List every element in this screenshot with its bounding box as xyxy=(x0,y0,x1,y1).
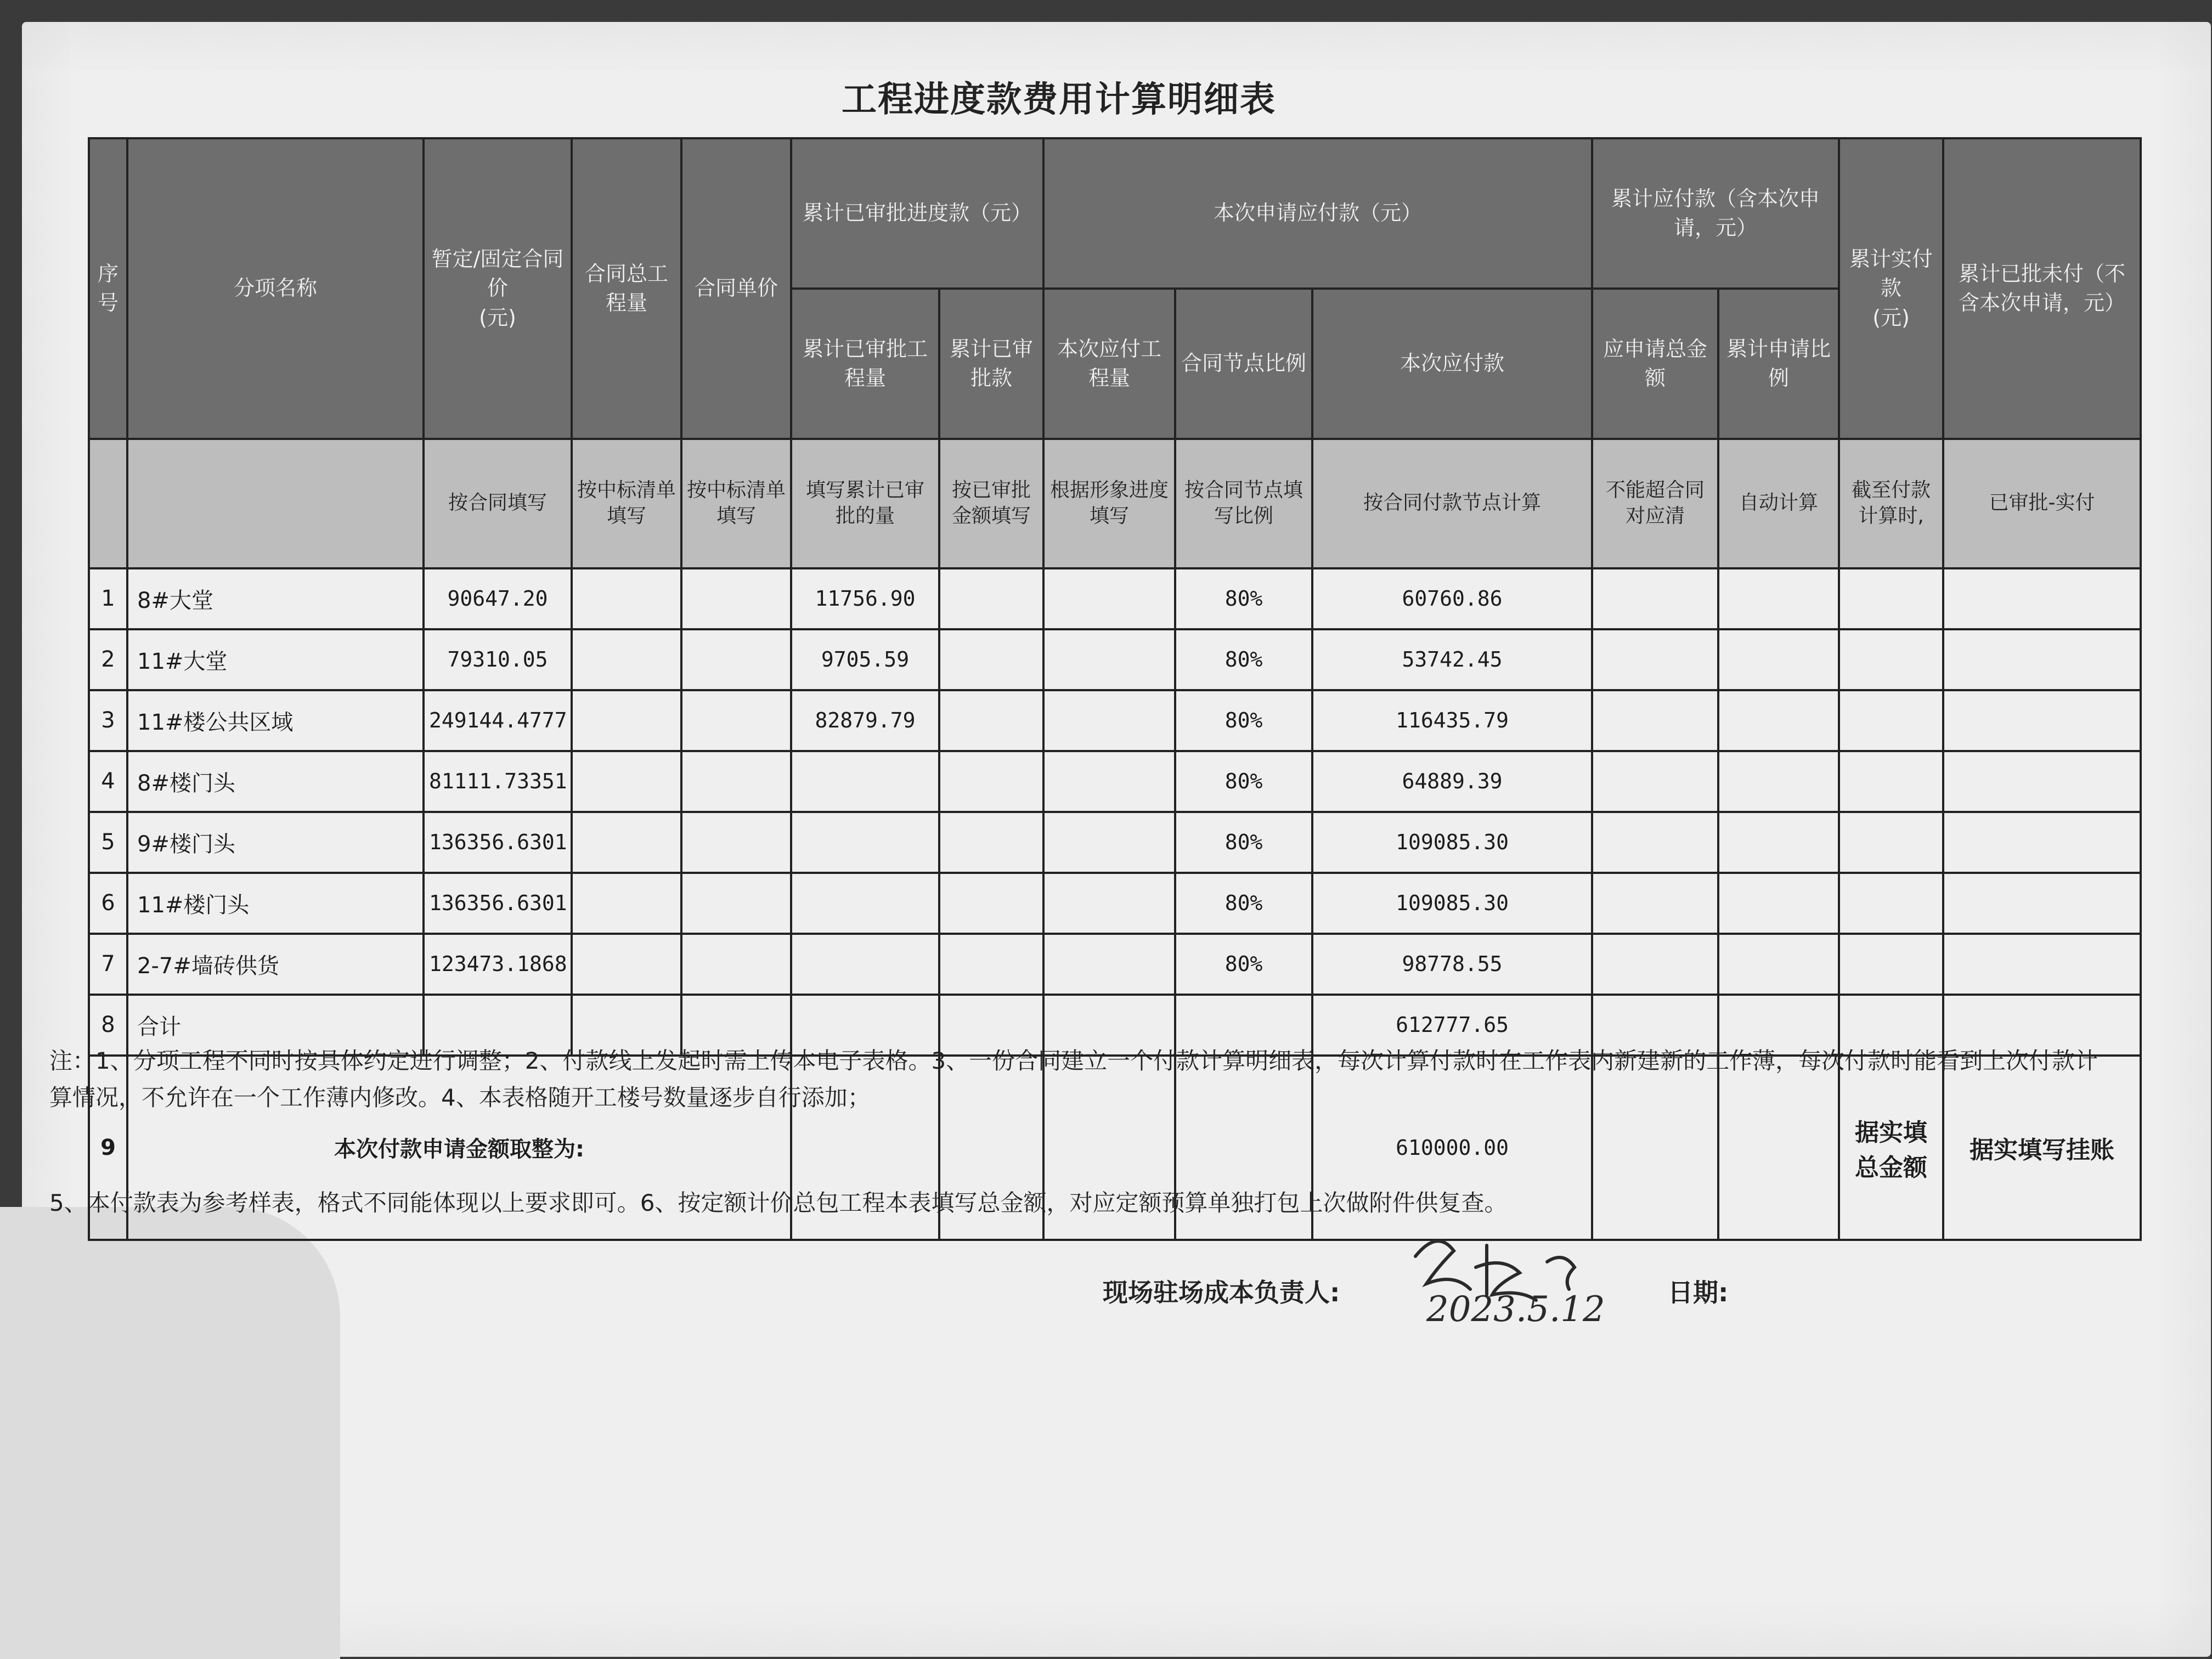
row-contract-price: 136356.6301 xyxy=(424,812,572,873)
row-item-name: 11#大堂 xyxy=(127,629,424,690)
row-node-ratio: 80% xyxy=(1175,812,1312,873)
page-title: 工程进度款费用计算明细表 xyxy=(842,80,1276,120)
row-cum-unpaid xyxy=(1943,873,2141,934)
header-cum-paid: 累计实付款 (元) xyxy=(1839,138,1943,439)
row-apply-total xyxy=(1592,873,1718,934)
row-unit-price xyxy=(681,629,791,690)
date-label: 日期: xyxy=(1668,1278,1729,1307)
row-current-amount: 60760.86 xyxy=(1312,568,1592,629)
row-current-qty xyxy=(1043,568,1175,629)
row-contract-price: 81111.73351 xyxy=(424,751,572,812)
row-cum-approved-qty xyxy=(791,934,939,995)
header-total-quantity: 合同总工程量 xyxy=(572,138,681,439)
row-apply-total xyxy=(1592,690,1718,751)
sub-node-ratio: 按合同节点填写比例 xyxy=(1175,439,1312,568)
row-apply-ratio xyxy=(1718,568,1839,629)
row-apply-total xyxy=(1592,568,1718,629)
signer-label: 现场驻场成本负责人: xyxy=(1103,1278,1340,1307)
row-unit-price xyxy=(681,812,791,873)
final-cum-paid-note: 据实填总金额 xyxy=(1839,1056,1943,1240)
header-contract-price: 暂定/固定合同价 (元) xyxy=(424,138,572,439)
row-contract-price: 249144.4777 xyxy=(424,690,572,751)
row-item-name: 8#楼门头 xyxy=(127,751,424,812)
row-cum-paid xyxy=(1839,873,1943,934)
handwritten-date: 2023.5.12 xyxy=(1426,1289,1605,1330)
row-index: 1 xyxy=(89,568,127,629)
notes-paragraph-2: 5、本付款表为参考样表，格式不同能体现以上要求即可。6、按定额计价总包工程本表填写总金额，对应定额预算单独打包上次做附件供复查。 xyxy=(49,1189,1508,1216)
row-current-qty xyxy=(1043,690,1175,751)
row-cum-paid xyxy=(1839,751,1943,812)
row-contract-price: 79310.05 xyxy=(424,629,572,690)
notes-paragraph: 注：1、分项工程不同时按具体约定进行调整；2、付款线上发起时需上传本电子表格。3、一份合同建立一个付款计算明细表，每次计算付款时在工作表内新建新的工作薄，每次付款时能看到上次付款计算情况，不允许在一个工作薄内修改。4、本表格随开工楼号数量逐步自行添加； xyxy=(49,1047,2098,1111)
table-row xyxy=(89,629,2141,690)
row-total-quantity xyxy=(572,629,681,690)
row-cum-approved-qty: 11756.90 xyxy=(791,568,939,629)
row-apply-ratio xyxy=(1718,873,1839,934)
header-unit-price: 合同单价 xyxy=(681,138,791,439)
row-current-amount: 53742.45 xyxy=(1312,629,1592,690)
row-item-name: 11#楼门头 xyxy=(127,873,424,934)
row-item-name: 9#楼门头 xyxy=(127,812,424,873)
sub-unit-price: 按中标清单填写 xyxy=(681,439,791,568)
row-node-ratio: 80% xyxy=(1175,873,1312,934)
row-index: 6 xyxy=(89,873,127,934)
row-current-amount: 98778.55 xyxy=(1312,934,1592,995)
row-index: 2 xyxy=(89,629,127,690)
total-index: 8 xyxy=(89,995,127,1056)
sub-cum-paid: 截至付款计算时, xyxy=(1839,439,1943,568)
header-cum-approved-amt: 累计已审批款 xyxy=(939,289,1043,439)
row-apply-ratio xyxy=(1718,629,1839,690)
row-cum-approved-qty: 82879.79 xyxy=(791,690,939,751)
row-current-qty xyxy=(1043,934,1175,995)
row-current-qty xyxy=(1043,751,1175,812)
row-apply-total xyxy=(1592,812,1718,873)
row-node-ratio: 80% xyxy=(1175,751,1312,812)
row-cum-approved-qty xyxy=(791,873,939,934)
row-cum-unpaid xyxy=(1943,751,2141,812)
row-current-qty xyxy=(1043,873,1175,934)
row-index: 4 xyxy=(89,751,127,812)
row-contract-price: 136356.6301 xyxy=(424,873,572,934)
row-total-quantity xyxy=(572,568,681,629)
final-index: 9 xyxy=(89,1056,127,1240)
row-apply-total xyxy=(1592,629,1718,690)
sub-total-quantity: 按中标清单填写 xyxy=(572,439,681,568)
row-apply-ratio xyxy=(1718,751,1839,812)
header-current-group: 本次申请应付款（元） xyxy=(1043,138,1592,289)
row-total-quantity xyxy=(572,812,681,873)
row-item-name: 11#楼公共区域 xyxy=(127,690,424,751)
row-cum-unpaid xyxy=(1943,629,2141,690)
row-cum-approved-amt xyxy=(939,873,1043,934)
sub-apply-ratio: 自动计算 xyxy=(1718,439,1839,568)
header-current-amount: 本次应付款 xyxy=(1312,289,1592,439)
row-unit-price xyxy=(681,873,791,934)
row-apply-ratio xyxy=(1718,690,1839,751)
row-total-quantity xyxy=(572,751,681,812)
row-current-qty xyxy=(1043,812,1175,873)
sub-cum-approved-qty: 填写累计已审批的量 xyxy=(791,439,939,568)
row-total-quantity xyxy=(572,873,681,934)
row-current-amount: 109085.30 xyxy=(1312,812,1592,873)
total-amount: 612777.65 xyxy=(1312,995,1592,1056)
header-apply-total: 应申请总金额 xyxy=(1592,289,1718,439)
final-cum-unpaid-note: 据实填写挂账 xyxy=(1943,1056,2141,1240)
row-cum-unpaid xyxy=(1943,812,2141,873)
row-cum-approved-amt xyxy=(939,812,1043,873)
row-cum-unpaid xyxy=(1943,568,2141,629)
row-contract-price: 90647.20 xyxy=(424,568,572,629)
row-cum-unpaid xyxy=(1943,690,2141,751)
instruction-row xyxy=(89,439,2141,568)
table-row xyxy=(89,873,2141,934)
row-unit-price xyxy=(681,751,791,812)
row-apply-total xyxy=(1592,751,1718,812)
row-unit-price xyxy=(681,568,791,629)
table-row xyxy=(89,812,2141,873)
sub-cum-approved-amt: 按已审批金额填写 xyxy=(939,439,1043,568)
row-current-amount: 109085.30 xyxy=(1312,873,1592,934)
row-cum-unpaid xyxy=(1943,934,2141,995)
row-apply-ratio xyxy=(1718,812,1839,873)
row-node-ratio: 80% xyxy=(1175,568,1312,629)
row-cum-approved-amt xyxy=(939,629,1043,690)
row-cum-approved-qty xyxy=(791,751,939,812)
row-index: 3 xyxy=(89,690,127,751)
row-node-ratio: 80% xyxy=(1175,629,1312,690)
row-cum-paid xyxy=(1839,690,1943,751)
sub-current-amount: 按合同付款节点计算 xyxy=(1312,439,1592,568)
row-unit-price xyxy=(681,690,791,751)
row-total-quantity xyxy=(572,934,681,995)
row-item-name: 2-7#墙砖供货 xyxy=(127,934,424,995)
row-index: 5 xyxy=(89,812,127,873)
header-cum-payable-group: 累计应付款（含本次申请，元） xyxy=(1592,138,1839,289)
row-node-ratio: 80% xyxy=(1175,934,1312,995)
sub-index xyxy=(89,439,127,568)
row-cum-approved-qty xyxy=(791,812,939,873)
row-cum-approved-amt xyxy=(939,568,1043,629)
row-apply-ratio xyxy=(1718,934,1839,995)
header-current-qty: 本次应付工程量 xyxy=(1043,289,1175,439)
header-index: 序号 xyxy=(89,138,127,439)
total-label: 合计 xyxy=(127,995,424,1056)
row-item-name: 8#大堂 xyxy=(127,568,424,629)
row-cum-approved-amt xyxy=(939,751,1043,812)
row-node-ratio: 80% xyxy=(1175,690,1312,751)
row-cum-approved-amt xyxy=(939,690,1043,751)
row-current-amount: 116435.79 xyxy=(1312,690,1592,751)
header-cum-approved-qty: 累计已审批工程量 xyxy=(791,289,939,439)
header-row-1 xyxy=(89,138,2141,289)
row-current-amount: 64889.39 xyxy=(1312,751,1592,812)
row-cum-paid xyxy=(1839,629,1943,690)
header-node-ratio: 合同节点比例 xyxy=(1175,289,1312,439)
sub-cum-unpaid: 已审批-实付 xyxy=(1943,439,2141,568)
table-row xyxy=(89,751,2141,812)
sub-current-qty: 根据形象进度填写 xyxy=(1043,439,1175,568)
row-apply-total xyxy=(1592,934,1718,995)
row-cum-paid xyxy=(1839,934,1943,995)
header-apply-ratio: 累计申请比例 xyxy=(1718,289,1839,439)
row-cum-paid xyxy=(1839,568,1943,629)
sub-apply-total: 不能超合同对应清 xyxy=(1592,439,1718,568)
final-label: 本次付款申请金额取整为: xyxy=(127,1056,791,1240)
row-cum-paid xyxy=(1839,812,1943,873)
sub-item-name xyxy=(127,439,424,568)
header-cum-approved-group: 累计已审批进度款（元） xyxy=(791,138,1043,289)
table-row xyxy=(89,690,2141,751)
row-contract-price: 123473.1868 xyxy=(424,934,572,995)
row-cum-approved-qty: 9705.59 xyxy=(791,629,939,690)
sub-contract-price: 按合同填写 xyxy=(424,439,572,568)
header-item-name: 分项名称 xyxy=(127,138,424,439)
paper-curl xyxy=(0,1207,340,1659)
row-cum-approved-amt xyxy=(939,934,1043,995)
row-index: 7 xyxy=(89,934,127,995)
row-unit-price xyxy=(681,934,791,995)
row-current-qty xyxy=(1043,629,1175,690)
table-row xyxy=(89,934,2141,995)
final-amount: 610000.00 xyxy=(1312,1056,1592,1240)
header-cum-unpaid: 累计已批未付（不含本次申请，元） xyxy=(1943,138,2141,439)
table-row xyxy=(89,568,2141,629)
row-total-quantity xyxy=(572,690,681,751)
